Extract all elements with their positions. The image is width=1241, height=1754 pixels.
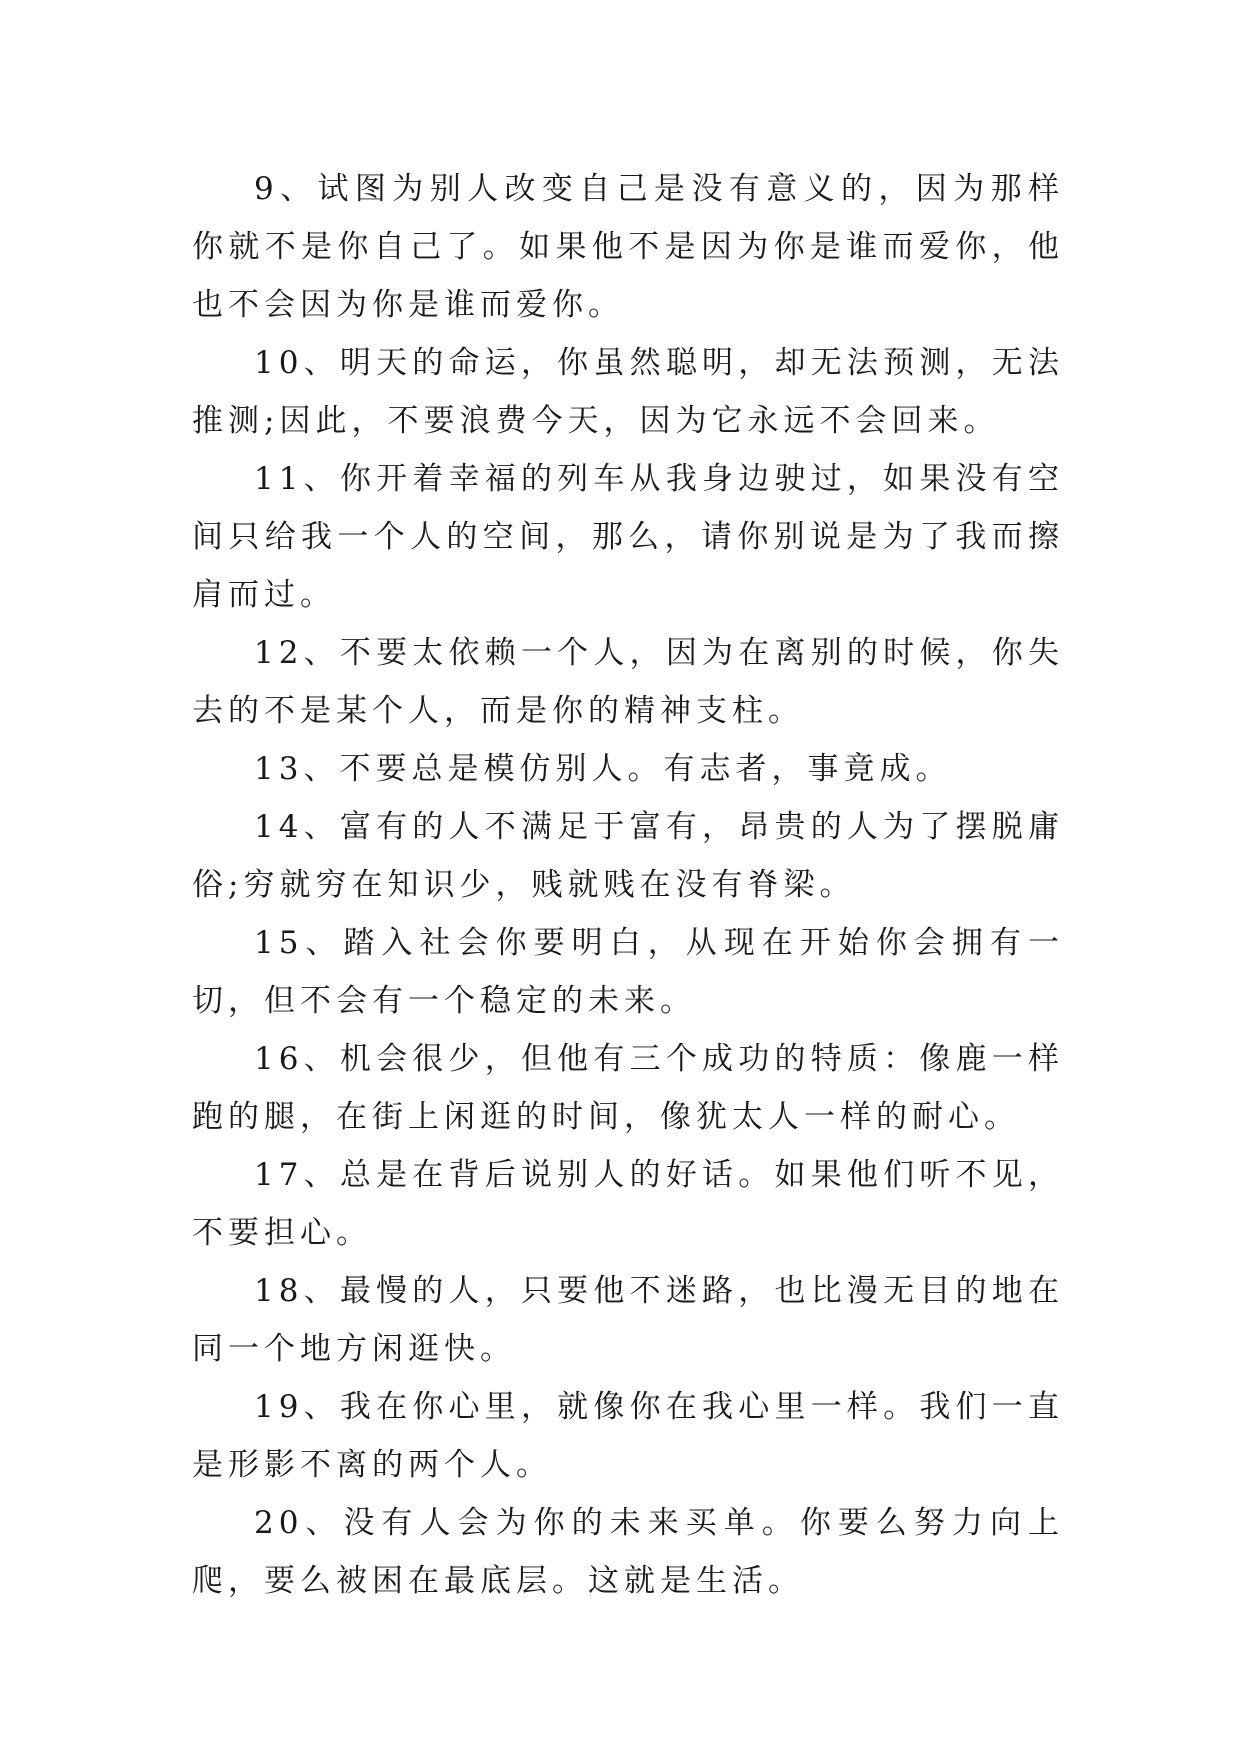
paragraph-12: 12、不要太依赖一个人，因为在离别的时候，你失去的不是某个人，而是你的精神支柱。: [192, 635, 1064, 729]
paragraph-19: 19、我在你心里，就像你在我心里一样。我们一直是形影不离的两个人。: [192, 1389, 1064, 1483]
paragraph-13: 13、不要总是模仿别人。有志者，事竟成。: [254, 751, 952, 787]
paragraph-18: 18、最慢的人，只要他不迷路，也比漫无目的地在同一个地方闲逛快。: [192, 1273, 1064, 1367]
paragraph-17: 17、总是在背后说别人的好话。如果他们听不见，不要担心。: [192, 1157, 1064, 1251]
paragraph-9: 9、试图为别人改变自己是没有意义的，因为那样你就不是你自己了。如果他不是因为你是谁而爱你，他也不会因为你是谁而爱你。: [192, 171, 1064, 323]
paragraph-10: 10、明天的命运，你虽然聪明，却无法预测，无法推测;因此，不要浪费今天，因为它永远不会回来。: [192, 345, 1064, 439]
paragraph-20: 20、没有人会为你的未来买单。你要么努力向上爬，要么被困在最底层。这就是生活。: [192, 1505, 1064, 1599]
paragraph-15: 15、踏入社会你要明白，从现在开始你会拥有一切，但不会有一个稳定的未来。: [192, 925, 1064, 1019]
paragraph-11: 11、你开着幸福的列车从我身边驶过，如果没有空间只给我一个人的空间，那么，请你别说是为了我而擦肩而过。: [192, 461, 1064, 613]
paragraph-14: 14、富有的人不满足于富有，昂贵的人为了摆脱庸俗;穷就穷在知识少，贱就贱在没有脊梁。: [192, 809, 1064, 903]
document-body: [192, 160, 1064, 1610]
paragraph-16: 16、机会很少，但他有三个成功的特质：像鹿一样跑的腿，在街上闲逛的时间，像犹太人一样的耐心。: [192, 1041, 1064, 1135]
